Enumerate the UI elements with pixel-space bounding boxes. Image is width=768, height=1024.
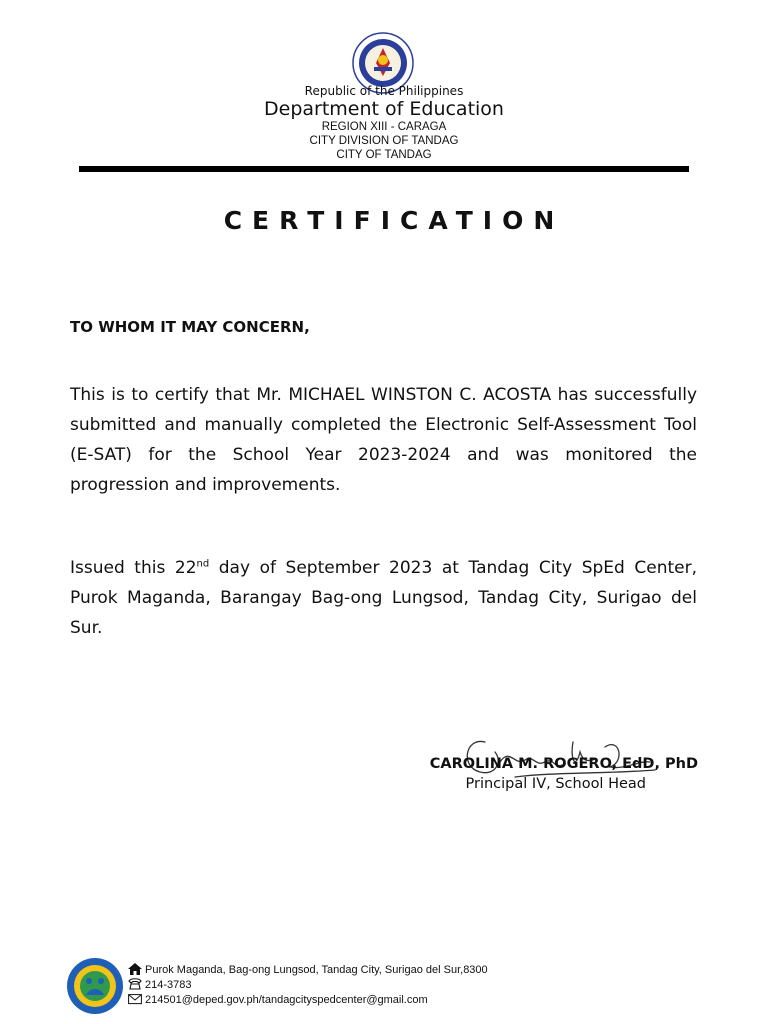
signatory-role: Principal IV, School Head [465,776,646,792]
salutation: TO WHOM IT MAY CONCERN, [70,318,310,336]
school-logo-icon [66,957,124,1015]
home-icon [128,963,142,975]
region-line: REGION XIII - CARAGA [321,121,447,133]
republic-line: Republic of the Philippines [304,84,464,98]
city-line: CITY OF TANDAG [336,149,432,161]
signatory-name: CAROLINA M. ROGERO, EdD, PhD [429,756,698,772]
email-icon [128,993,142,1005]
footer-email: 214501@deped.gov.ph/tandagcityspedcenter@gmail.com [145,994,428,1006]
division-line: CITY DIVISION OF TANDAG [309,135,459,147]
ordinal-suffix: nd [196,558,210,570]
footer-phone: 214-3783 [145,979,192,991]
footer-address: Purok Maganda, Bag-ong Lungsod, Tandag City, Surigao del Sur,8300 [145,964,488,976]
footer-email-line [128,993,428,1007]
issuance-text-end: day of September 2023 at Tandag City SpEd Center, Purok Maganda, Barangay Bag-ong Lungsod, Tandag City, Surigao del Sur. [70,558,697,638]
document-title: CERTIFICATION [223,206,565,235]
issuance-paragraph [70,553,697,643]
footer-address-line [128,963,488,977]
phone-icon [128,978,142,990]
header-rule [79,166,689,172]
certification-paragraph: This is to certify that Mr. MICHAEL WINSTON C. ACOSTA has successfully submitted and manually completed the Electronic Self-Assessment Tool (E-SAT) for the School Year 2023-2024 and was monitored the progression and improvements. [70,385,697,495]
footer-phone-line [128,978,192,992]
department-name: Department of Education [264,98,504,120]
issuance-text-start: Issued this 22 [70,558,197,578]
